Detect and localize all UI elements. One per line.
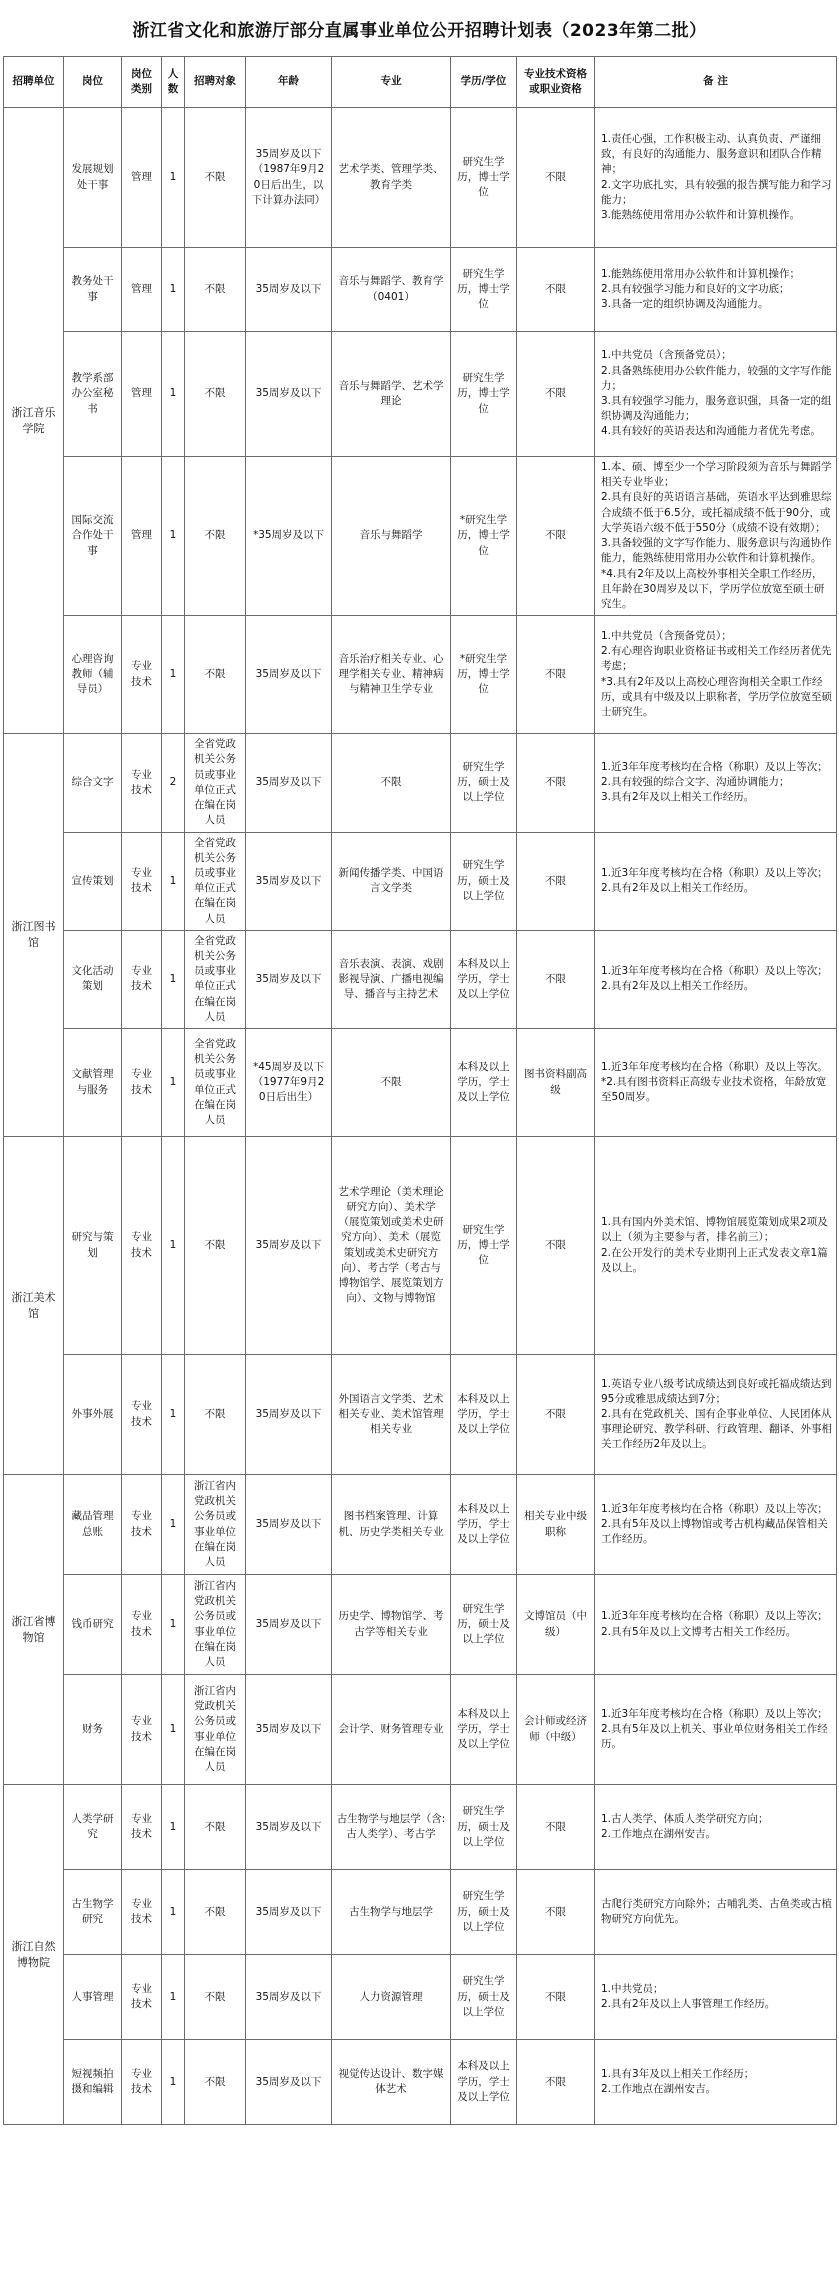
qualification-cell: 相关专业中级职称: [517, 1475, 595, 1575]
note-line: 1.中共党员（含预备党员）；: [601, 630, 732, 643]
note-line: 1.古人类学、体质人类学研究方向；: [601, 1812, 769, 1825]
note-line: 3.具备一定的组织协调及沟通能力。: [601, 298, 769, 311]
note-line: 2.具有5年及以上文博考古相关工作经历。: [601, 1625, 797, 1638]
major-cell: 历史学、博物馆学、考古学等相关专业: [332, 1575, 451, 1675]
education-cell: 研究生学历，硕士及以上学位: [451, 734, 517, 832]
note-line: 2.有心理咨询职业资格证书或相关工作经历者优先考虑；: [601, 645, 832, 673]
note-line: 1.近3年年度考核均在合格（称职）及以上等次。: [601, 1060, 828, 1073]
post-cell: 研究与策划: [64, 1137, 122, 1355]
age-cell: 35周岁及以下: [246, 2040, 332, 2125]
note-line: 古爬行类研究方向除外；古哺乳类、古鱼类或古植物研究方向优先。: [601, 1897, 832, 1926]
post-cell: 人事管理: [64, 1955, 122, 2040]
count-cell: 1: [162, 457, 185, 616]
major-cell: 音乐与舞蹈学、教育学（0401）: [332, 248, 451, 332]
note-line: 1.中共党员；: [601, 1982, 664, 1995]
note-line: 1.近3年年度考核均在合格（称职）及以上等次；: [601, 1707, 828, 1720]
note-line: 2.具有5年及以上博物馆或考古机构藏品保管相关工作经历。: [601, 1518, 828, 1546]
notes-cell: [595, 1355, 837, 1475]
target-cell: 不限: [185, 616, 246, 734]
education-cell: 研究生学历，博士学位: [451, 248, 517, 332]
major-cell: 不限: [332, 1029, 451, 1137]
category-cell: 专业技术: [122, 1029, 162, 1137]
header-post: 岗位: [64, 57, 122, 108]
category-cell: 管理: [122, 248, 162, 332]
category-cell: 专业技术: [122, 1955, 162, 2040]
category-cell: 管理: [122, 332, 162, 457]
major-cell: 音乐表演、表演、戏剧影视导演、广播电视编导、播音与主持艺术: [332, 930, 451, 1028]
age-cell: 35周岁及以下（1987年9月20日后出生，以下计算办法同）: [246, 108, 332, 248]
note-line: 1.本、硕、博至少一个学习阶段须为音乐与舞蹈学相关专业毕业；: [601, 461, 832, 489]
major-cell: 不限: [332, 734, 451, 832]
table-row: [4, 1137, 837, 1355]
table-row: [4, 734, 837, 832]
note-line: 1.英语专业八级考试成绩达到良好或托福成绩达到95分或雅思成绩达到7分；: [601, 1377, 832, 1405]
age-cell: 35周岁及以下: [246, 616, 332, 734]
count-cell: 1: [162, 1955, 185, 2040]
table-row: [4, 832, 837, 930]
header-unit: 招聘单位: [4, 57, 64, 108]
note-line: 2.具有较强学习能力和良好的文字功底；: [601, 282, 790, 295]
note-line: 1.近3年年度考核均在合格（称职）及以上等次；: [601, 1502, 828, 1515]
count-cell: 1: [162, 332, 185, 457]
qualification-cell: 不限: [517, 1785, 595, 1870]
age-cell: *45周岁及以下（1977年9月20日后出生）: [246, 1029, 332, 1137]
qualification-cell: 不限: [517, 734, 595, 832]
note-line: 2.具备熟练使用办公软件能力，较强的文字写作能力；: [601, 364, 832, 392]
education-cell: 本科及以上学历，学士及以上学位: [451, 1029, 517, 1137]
notes-cell: [595, 332, 837, 457]
category-cell: 管理: [122, 108, 162, 248]
qualification-cell: 图书资料副高级: [517, 1029, 595, 1137]
category-cell: 专业技术: [122, 734, 162, 832]
target-cell: 不限: [185, 332, 246, 457]
note-line: 4.具有较好的英语表达和沟通能力者优先考虑。: [601, 425, 822, 438]
count-cell: 1: [162, 2040, 185, 2125]
education-cell: 研究生学历，硕士及以上学位: [451, 1575, 517, 1675]
table-row: [4, 108, 837, 248]
recruiting-unit-cell: 浙江美术馆: [4, 1137, 64, 1475]
education-cell: 本科及以上学历，学士及以上学位: [451, 2040, 517, 2125]
qualification-cell: 不限: [517, 930, 595, 1028]
post-cell: 人类学研究: [64, 1785, 122, 1870]
target-cell: 不限: [185, 1785, 246, 1870]
notes-cell: [595, 1675, 837, 1785]
note-line: 2.在公开发行的美术专业期刊上正式发表文章1篇及以上。: [601, 1246, 828, 1274]
table-row: [4, 457, 837, 616]
age-cell: 35周岁及以下: [246, 332, 332, 457]
education-cell: 研究生学历，硕士及以上学位: [451, 832, 517, 930]
qualification-cell: 不限: [517, 1137, 595, 1355]
post-cell: 文献管理与服务: [64, 1029, 122, 1137]
note-line: 2.具有2年及以上相关工作经历。: [601, 980, 755, 993]
table-row: [4, 2040, 837, 2125]
count-cell: 1: [162, 1475, 185, 1575]
category-cell: 专业技术: [122, 930, 162, 1028]
category-cell: 专业技术: [122, 1475, 162, 1575]
recruiting-unit-cell: 浙江省博物馆: [4, 1475, 64, 1785]
category-cell: 专业技术: [122, 1675, 162, 1785]
note-line: 3.具备较强的文字写作能力、服务意识与沟通协作能力，能熟练使用常用办公软件和计算机操作。: [601, 537, 832, 565]
post-cell: 教务处干事: [64, 248, 122, 332]
count-cell: 2: [162, 734, 185, 832]
category-cell: 专业技术: [122, 1137, 162, 1355]
target-cell: 不限: [185, 108, 246, 248]
major-cell: 音乐与舞蹈学、艺术学理论: [332, 332, 451, 457]
category-cell: 专业技术: [122, 832, 162, 930]
note-line: 1.能熟练使用常用办公软件和计算机操作；: [601, 267, 801, 280]
table-row: [4, 1475, 837, 1575]
notes-cell: [595, 1870, 837, 1955]
note-line: 2.具有2年及以上人事管理工作经历。: [601, 1998, 776, 2011]
post-cell: 外事外展: [64, 1355, 122, 1475]
count-cell: 1: [162, 1575, 185, 1675]
major-cell: 古生物学与地层学: [332, 1870, 451, 1955]
table-row: [4, 1575, 837, 1675]
age-cell: 35周岁及以下: [246, 1675, 332, 1785]
major-cell: 古生物学与地层学（含:古人类学）、考古学: [332, 1785, 451, 1870]
table-row: [4, 930, 837, 1028]
note-line: *4.具有2年及以上高校外事相关全职工作经历，且年龄在30周岁及以下，学历学位放宽至硕士研究生。: [601, 567, 825, 610]
note-line: 1.近3年年度考核均在合格（称职）及以上等次；: [601, 761, 828, 774]
header-category: 岗位类别: [122, 57, 162, 108]
note-line: 2.具有2年及以上相关工作经历。: [601, 882, 755, 895]
age-cell: 35周岁及以下: [246, 1870, 332, 1955]
note-line: *3.具有2年及以上高校心理咨询相关全职工作经历，或具有中级及以上职称者，学历学位放宽至硕士研究生。: [601, 675, 832, 719]
education-cell: 研究生学历，硕士及以上学位: [451, 1870, 517, 1955]
post-cell: 文化活动策划: [64, 930, 122, 1028]
target-cell: 不限: [185, 1355, 246, 1475]
page-title: 浙江省文化和旅游厅部分直属事业单位公开招聘计划表（2023年第二批）: [132, 20, 707, 41]
qualification-cell: 不限: [517, 248, 595, 332]
age-cell: 35周岁及以下: [246, 832, 332, 930]
table-header-row: [4, 57, 837, 108]
education-cell: 研究生学历，博士学位: [451, 108, 517, 248]
education-cell: 本科及以上学历，学士及以上学位: [451, 1355, 517, 1475]
major-cell: 艺术学理论（美术理论研究方向）、美术学（展览策划或美术史研究方向）、美术（展览策划或美术史研究方向）、考古学（考古与博物馆学、展览策划方向）、文物与博物馆: [332, 1137, 451, 1355]
note-line: 2.具有5年及以上机关、事业单位财务相关工作经历。: [601, 1723, 828, 1751]
target-cell: 全省党政机关公务员或事业单位正式在编在岗人员: [185, 930, 246, 1028]
table-row: [4, 616, 837, 734]
post-cell: 国际交流合作处干事: [64, 457, 122, 616]
note-line: 1.具有3年及以上相关工作经历；: [601, 2067, 755, 2080]
post-cell: 宣传策划: [64, 832, 122, 930]
note-line: 2.工作地点在湖州安吉。: [601, 1828, 717, 1841]
qualification-cell: 文博馆员（中级）: [517, 1575, 595, 1675]
age-cell: 35周岁及以下: [246, 1575, 332, 1675]
notes-cell: [595, 108, 837, 248]
post-cell: 教学系部办公室秘书: [64, 332, 122, 457]
target-cell: 全省党政机关公务员或事业单位正式在编在岗人员: [185, 734, 246, 832]
table-row: [4, 1955, 837, 2040]
age-cell: 35周岁及以下: [246, 1785, 332, 1870]
target-cell: 不限: [185, 457, 246, 616]
major-cell: 图书档案管理、计算机、历史学类相关专业: [332, 1475, 451, 1575]
note-line: 3.能熟练使用常用办公软件和计算机操作。: [601, 208, 801, 221]
notes-cell: [595, 1575, 837, 1675]
qualification-cell: 不限: [517, 332, 595, 457]
major-cell: 艺术学类、管理学类、教育学类: [332, 108, 451, 248]
qualification-cell: 不限: [517, 1955, 595, 2040]
note-line: 3.具有较强学习能力，服务意识强，具备一定的组织协调及沟通能力；: [601, 395, 832, 423]
age-cell: 35周岁及以下: [246, 1955, 332, 2040]
category-cell: 专业技术: [122, 616, 162, 734]
target-cell: 浙江省内党政机关公务员或事业单位在编在岗人员: [185, 1475, 246, 1575]
qualification-cell: 不限: [517, 108, 595, 248]
qualification-cell: 不限: [517, 457, 595, 616]
notes-cell: [595, 1955, 837, 2040]
count-cell: 1: [162, 930, 185, 1028]
education-cell: 研究生学历，博士学位: [451, 1137, 517, 1355]
notes-cell: [595, 832, 837, 930]
recruiting-unit-cell: 浙江自然博物院: [4, 1785, 64, 2125]
major-cell: 音乐治疗相关专业、心理学相关专业、精神病与精神卫生学专业: [332, 616, 451, 734]
count-cell: 1: [162, 1675, 185, 1785]
post-cell: 短视频拍摄和编辑: [64, 2040, 122, 2125]
notes-cell: [595, 930, 837, 1028]
post-cell: 古生物学研究: [64, 1870, 122, 1955]
table-row: [4, 332, 837, 457]
header-age: 年龄: [246, 57, 332, 108]
table-row: [4, 248, 837, 332]
post-cell: 综合文字: [64, 734, 122, 832]
table-row: [4, 1870, 837, 1955]
table-row: [4, 1029, 837, 1137]
category-cell: 专业技术: [122, 1785, 162, 1870]
target-cell: 不限: [185, 248, 246, 332]
recruiting-unit-cell: 浙江图书馆: [4, 734, 64, 1137]
major-cell: 外国语言文学类、艺术相关专业、美术馆管理相关专业: [332, 1355, 451, 1475]
note-line: 2.文字功底扎实，具有较强的报告撰写能力和学习能力；: [601, 178, 832, 206]
target-cell: 全省党政机关公务员或事业单位正式在编在岗人员: [185, 1029, 246, 1137]
education-cell: 本科及以上学历，学士及以上学位: [451, 930, 517, 1028]
header-count: 人数: [162, 57, 185, 108]
post-cell: 藏品管理总账: [64, 1475, 122, 1575]
major-cell: 会计学、财务管理专业: [332, 1675, 451, 1785]
age-cell: 35周岁及以下: [246, 1475, 332, 1575]
major-cell: 新闻传播学类、中国语言文学类: [332, 832, 451, 930]
notes-cell: [595, 1475, 837, 1575]
qualification-cell: 不限: [517, 1355, 595, 1475]
count-cell: 1: [162, 832, 185, 930]
major-cell: 音乐与舞蹈学: [332, 457, 451, 616]
category-cell: 专业技术: [122, 1575, 162, 1675]
count-cell: 1: [162, 1137, 185, 1355]
age-cell: 35周岁及以下: [246, 734, 332, 832]
note-line: 2.工作地点在湖州安吉。: [601, 2083, 717, 2096]
count-cell: 1: [162, 1785, 185, 1870]
note-line: 1.责任心强，工作积极主动、认真负责、严谨细致，有良好的沟通能力、服务意识和团队合作精神；: [601, 132, 822, 176]
qualification-cell: 不限: [517, 616, 595, 734]
notes-cell: [595, 616, 837, 734]
education-cell: 本科及以上学历，学士及以上学位: [451, 1475, 517, 1575]
education-cell: *研究生学历，博士学位: [451, 457, 517, 616]
category-cell: 专业技术: [122, 1870, 162, 1955]
header-education: 学历/学位: [451, 57, 517, 108]
table-row: [4, 1785, 837, 1870]
note-line: 1.中共党员（含预备党员）；: [601, 349, 732, 362]
category-cell: 专业技术: [122, 2040, 162, 2125]
target-cell: 浙江省内党政机关公务员或事业单位在编在岗人员: [185, 1675, 246, 1785]
note-line: 2.具有较强的综合文字、沟通协调能力；: [601, 776, 790, 789]
notes-cell: [595, 248, 837, 332]
age-cell: 35周岁及以下: [246, 248, 332, 332]
education-cell: *研究生学历，博士学位: [451, 616, 517, 734]
header-major: 专业: [332, 57, 451, 108]
major-cell: 视觉传达设计、数字媒体艺术: [332, 2040, 451, 2125]
note-line: 1.具有国内外美术馆、博物馆展览策划成果2项及以上（须为主要参与者，排名前三）；: [601, 1216, 828, 1244]
note-line: 1.近3年年度考核均在合格（称职）及以上等次；: [601, 965, 828, 978]
count-cell: 1: [162, 1029, 185, 1137]
note-line: 1.近3年年度考核均在合格（称职）及以上等次；: [601, 1610, 828, 1623]
count-cell: 1: [162, 1355, 185, 1475]
major-cell: 人力资源管理: [332, 1955, 451, 2040]
recruitment-plan-table: [3, 56, 837, 2125]
notes-cell: [595, 1785, 837, 1870]
qualification-cell: 不限: [517, 2040, 595, 2125]
post-cell: 财务: [64, 1675, 122, 1785]
recruiting-unit-cell: 浙江音乐学院: [4, 108, 64, 734]
notes-cell: [595, 2040, 837, 2125]
target-cell: 不限: [185, 1870, 246, 1955]
category-cell: 专业技术: [122, 1355, 162, 1475]
post-cell: 钱币研究: [64, 1575, 122, 1675]
target-cell: 不限: [185, 1955, 246, 2040]
education-cell: 研究生学历，博士学位: [451, 332, 517, 457]
qualification-cell: 不限: [517, 1870, 595, 1955]
count-cell: 1: [162, 1870, 185, 1955]
table-row: [4, 1355, 837, 1475]
count-cell: 1: [162, 108, 185, 248]
notes-cell: [595, 457, 837, 616]
note-line: *2.具有图书资料正高级专业技术资格，年龄放宽至50周岁。: [601, 1076, 827, 1104]
target-cell: 不限: [185, 2040, 246, 2125]
age-cell: 35周岁及以下: [246, 930, 332, 1028]
header-target: 招聘对象: [185, 57, 246, 108]
education-cell: 研究生学历，硕士及以上学位: [451, 1785, 517, 1870]
post-cell: 心理咨询教师（辅导员）: [64, 616, 122, 734]
note-line: 1.近3年年度考核均在合格（称职）及以上等次；: [601, 866, 828, 879]
count-cell: 1: [162, 616, 185, 734]
qualification-cell: 会计师或经济师（中级）: [517, 1675, 595, 1785]
header-qualification: 专业技术资格或职业资格: [517, 57, 595, 108]
qualification-cell: 不限: [517, 832, 595, 930]
target-cell: 不限: [185, 1137, 246, 1355]
age-cell: 35周岁及以下: [246, 1355, 332, 1475]
table-row: [4, 1675, 837, 1785]
target-cell: 浙江省内党政机关公务员或事业单位在编在岗人员: [185, 1575, 246, 1675]
age-cell: 35周岁及以下: [246, 1137, 332, 1355]
table-body: [4, 108, 837, 2125]
note-line: 2.具有在党政机关、国有企事业单位、人民团体从事理论研究、教学科研、行政管理、翻译、外事相关工作经历2年及以上。: [601, 1408, 832, 1451]
notes-cell: [595, 734, 837, 832]
age-cell: *35周岁及以下: [246, 457, 332, 616]
post-cell: 发展规划处干事: [64, 108, 122, 248]
category-cell: 管理: [122, 457, 162, 616]
target-cell: 全省党政机关公务员或事业单位正式在编在岗人员: [185, 832, 246, 930]
note-line: 3.具有2年及以上相关工作经历。: [601, 791, 755, 804]
note-line: 2.具有良好的英语语言基础，英语水平达到雅思综合成绩不低于6.5分，或托福成绩不低于90分，或大学英语六级不低于550分（成绩不设有效期）；: [601, 491, 832, 534]
education-cell: 研究生学历，硕士及以上学位: [451, 1955, 517, 2040]
notes-cell: [595, 1137, 837, 1355]
header-notes: 备 注: [595, 57, 837, 108]
education-cell: 本科及以上学历，学士及以上学位: [451, 1675, 517, 1785]
notes-cell: [595, 1029, 837, 1137]
count-cell: 1: [162, 248, 185, 332]
